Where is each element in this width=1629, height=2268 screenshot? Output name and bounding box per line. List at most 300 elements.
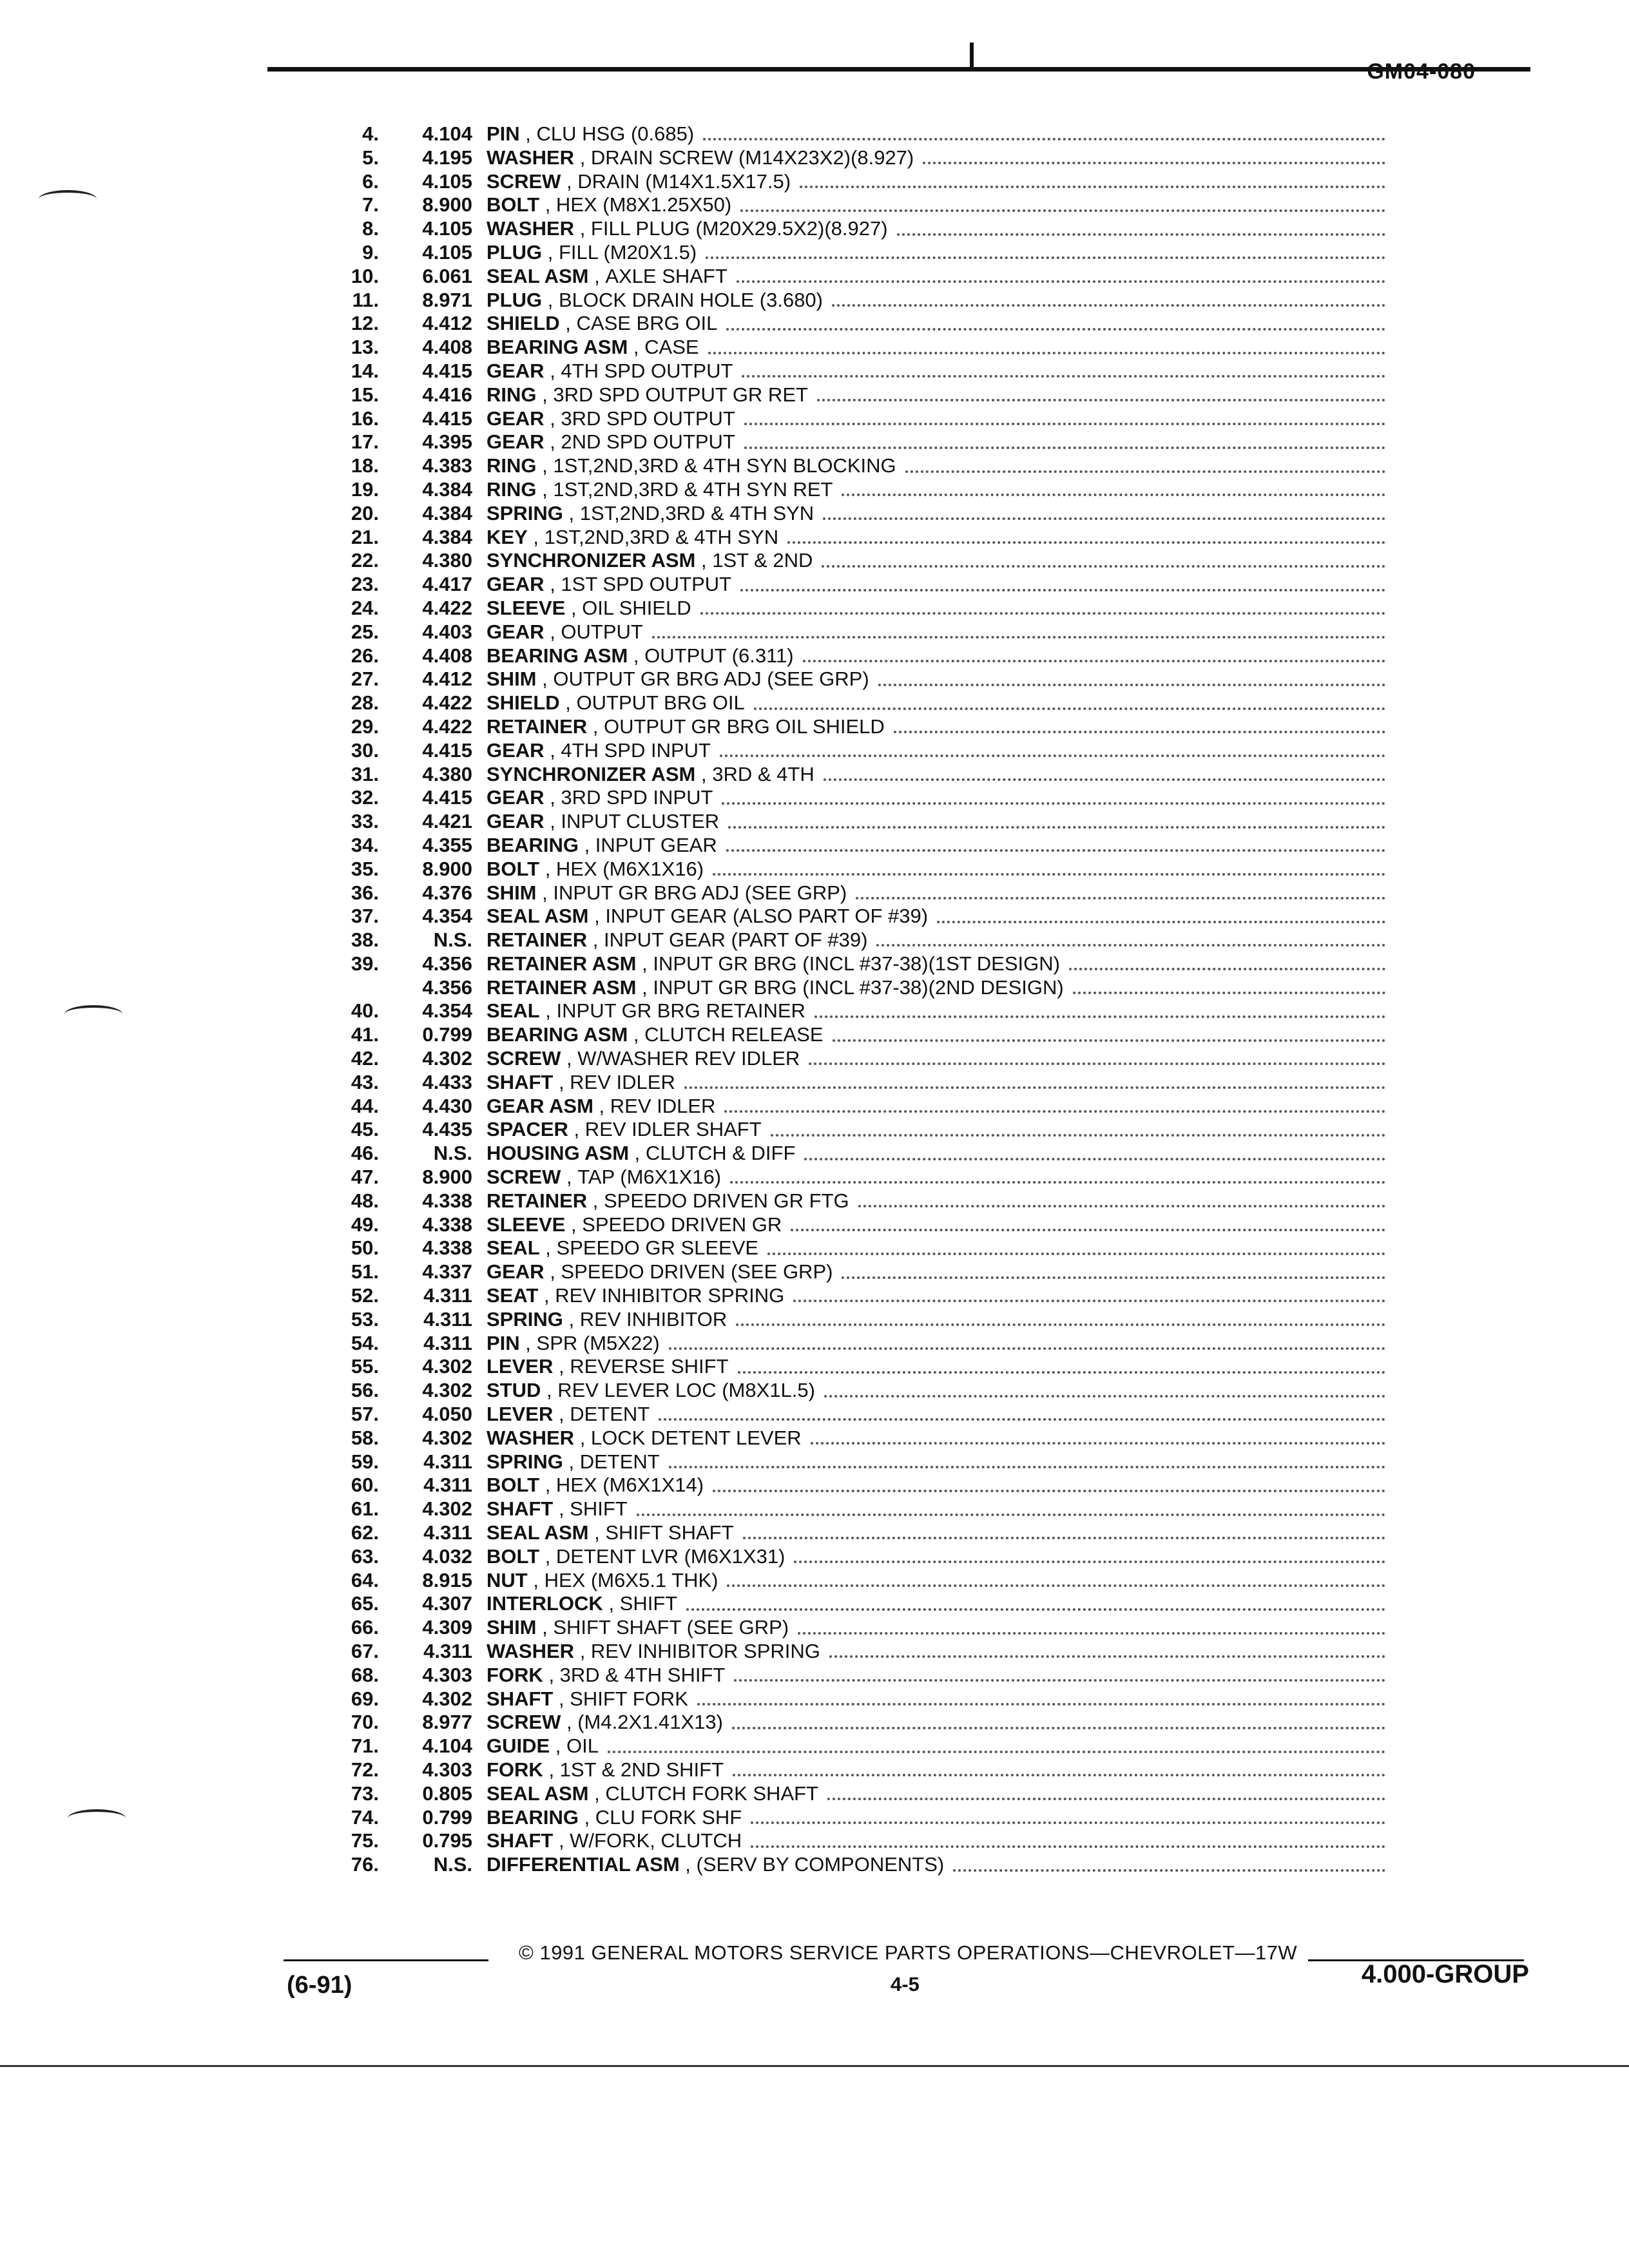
group-number: 0.795 — [422, 1829, 472, 1852]
item-number: 43. — [351, 1070, 379, 1093]
part-description: SPEEDO GR SLEEVE — [556, 1236, 759, 1260]
parts-list-row — [316, 1806, 1385, 1830]
part-description: REVERSE SHIFT — [570, 1355, 729, 1378]
part-description: REV INHIBITOR SPRING — [590, 1640, 820, 1662]
dot-leader — [794, 1561, 1385, 1563]
part-description: OIL SHIELD — [582, 596, 691, 619]
part-description: SHIFT SHAFT (SEE GRP) — [553, 1616, 789, 1639]
item-number: 5. — [362, 146, 379, 169]
parts-list-row — [316, 1403, 1385, 1427]
part-name: RETAINER — [487, 715, 588, 738]
name-separator: , — [553, 1829, 570, 1852]
item-number: 11. — [352, 288, 379, 311]
name-separator: , — [629, 1142, 646, 1165]
name-separator: , — [588, 1521, 606, 1544]
group-number: 4.412 — [422, 312, 472, 335]
part-name: SLEEVE — [487, 596, 566, 619]
parts-list-row — [316, 999, 1385, 1023]
part-description: HEX (M6X1X14) — [555, 1474, 704, 1497]
group-number: 4.302 — [422, 1426, 472, 1449]
parts-list-row — [316, 1664, 1385, 1687]
dot-leader — [734, 1679, 1385, 1682]
part-name: GEAR — [487, 620, 545, 643]
parts-list-row — [316, 1427, 1385, 1450]
part-description: OUTPUT GR BRG ADJ (SEE GRP) — [553, 668, 869, 691]
part-description: SHIFT SHAFT — [605, 1521, 734, 1544]
part-description: CLUTCH FORK SHAFT — [605, 1782, 818, 1805]
item-number: 36. — [351, 881, 379, 904]
part-name: SHIELD — [487, 312, 560, 335]
dot-leader — [700, 612, 1385, 615]
part-name: PIN — [487, 122, 520, 145]
item-number: 26. — [351, 644, 379, 667]
name-separator: , — [538, 1284, 555, 1307]
item-number: 44. — [351, 1094, 379, 1117]
part-name: SHAFT — [487, 1070, 554, 1093]
parts-list-row — [316, 1616, 1385, 1640]
name-separator: , — [636, 952, 653, 975]
footer-rule-left — [284, 1959, 488, 1961]
part-description: HEX (M6X5.1 THK) — [544, 1568, 718, 1591]
item-number: 64. — [351, 1568, 379, 1591]
item-number: 20. — [351, 501, 379, 524]
part-description: 3RD SPD OUTPUT GR RET — [553, 383, 808, 406]
item-number: 29. — [351, 715, 379, 738]
item-number: 53. — [351, 1307, 379, 1331]
part-description: 1ST,2ND,3RD & 4TH SYN — [544, 525, 779, 548]
parts-list-row — [316, 146, 1385, 170]
parts-list-row — [316, 1474, 1385, 1497]
dot-leader — [738, 1371, 1385, 1374]
name-separator: , — [559, 691, 577, 715]
dot-leader — [732, 1727, 1385, 1729]
part-name: FORK — [487, 1663, 543, 1686]
part-description: SPEEDO DRIVEN GR — [582, 1213, 782, 1236]
item-number: 33. — [351, 810, 379, 833]
group-number: 8.900 — [422, 1166, 472, 1189]
item-number: 21. — [351, 525, 379, 548]
part-description: INPUT GEAR (PART OF #39) — [604, 928, 868, 952]
group-number: 4.383 — [422, 454, 472, 477]
part-name: BEARING ASM — [487, 1023, 628, 1046]
part-description: DRAIN SCREW (M14X23X2)(8.927) — [590, 146, 914, 169]
part-description: SHIFT — [619, 1592, 678, 1615]
dot-leader — [637, 1514, 1385, 1516]
name-separator: , — [574, 1640, 591, 1662]
part-name: GEAR — [487, 407, 545, 430]
part-description: 3RD & 4TH — [712, 762, 815, 785]
group-number: 4.337 — [422, 1260, 472, 1283]
part-description: CLUTCH & DIFF — [645, 1142, 796, 1165]
item-number: 28. — [351, 691, 379, 715]
part-description: SPEEDO DRIVEN GR FTG — [604, 1189, 849, 1212]
part-description: 1ST SPD OUTPUT — [561, 573, 732, 596]
part-description: OUTPUT BRG OIL — [576, 691, 745, 715]
dot-leader — [829, 1655, 1385, 1658]
item-number: 50. — [351, 1236, 379, 1260]
group-number: 8.977 — [422, 1711, 472, 1734]
parts-list-row — [316, 1166, 1385, 1189]
part-description: DETENT LVR (M6X1X31) — [555, 1544, 786, 1568]
part-name: SEAL ASM — [487, 1521, 589, 1544]
dot-leader — [724, 1110, 1385, 1113]
name-separator: , — [544, 359, 561, 382]
dot-leader — [856, 897, 1385, 899]
group-number: 8.900 — [422, 193, 472, 216]
dot-leader — [608, 1751, 1385, 1753]
part-description: INPUT GEAR (ALSO PART OF #39) — [605, 905, 929, 928]
group-number: 4.415 — [422, 738, 472, 762]
item-number: 25. — [351, 620, 379, 643]
group-number: 0.805 — [422, 1782, 472, 1805]
group-number: 4.416 — [422, 383, 472, 406]
item-number: 31. — [351, 762, 379, 785]
group-number: 4.422 — [422, 691, 472, 715]
item-number: 41. — [351, 1023, 379, 1046]
part-description: 1ST & 2ND — [712, 549, 813, 572]
dot-leader — [736, 1323, 1385, 1326]
part-name: BOLT — [487, 857, 540, 880]
dot-leader — [800, 186, 1385, 188]
parts-list-row — [316, 360, 1385, 383]
parts-list-row — [316, 407, 1385, 431]
name-separator: , — [536, 1616, 554, 1639]
part-description: SHIFT FORK — [570, 1687, 688, 1710]
name-separator: , — [536, 881, 554, 904]
part-description: W/WASHER REV IDLER — [577, 1047, 800, 1070]
part-name: RING — [487, 383, 537, 406]
part-name: FORK — [487, 1758, 543, 1781]
part-name: GEAR — [487, 1260, 545, 1283]
parts-list-row — [316, 241, 1385, 265]
item-number: 62. — [351, 1521, 379, 1544]
part-name: SYNCHRONIZER ASM — [487, 762, 696, 785]
part-description: 4TH SPD OUTPUT — [561, 359, 733, 382]
part-description: CASE BRG OIL — [576, 312, 718, 335]
dot-leader — [876, 944, 1385, 947]
item-number: 72. — [351, 1758, 379, 1781]
dot-leader — [815, 1015, 1385, 1018]
part-name: BOLT — [487, 1544, 540, 1568]
group-number: 4.338 — [422, 1236, 472, 1260]
name-separator: , — [574, 1426, 591, 1449]
part-description: OUTPUT GR BRG OIL SHIELD — [604, 715, 885, 738]
group-number: 4.311 — [423, 1474, 472, 1497]
part-name: WASHER — [487, 146, 575, 169]
dot-leader — [751, 1845, 1385, 1848]
part-name: SHIM — [487, 668, 537, 691]
dot-leader — [669, 1466, 1385, 1468]
name-separator: , — [536, 477, 554, 501]
dot-leader — [754, 707, 1385, 710]
item-number: 39. — [351, 952, 379, 975]
date-code: (6-91) — [287, 1972, 352, 1999]
parts-list-row — [316, 1047, 1385, 1071]
dot-leader — [740, 209, 1385, 212]
parts-list-row — [316, 668, 1385, 691]
name-separator: , — [544, 1260, 561, 1283]
name-separator: , — [593, 1094, 610, 1117]
part-description: HEX (M8X1.25X50) — [555, 193, 732, 216]
name-separator: , — [536, 454, 554, 477]
parts-list-row — [316, 1236, 1385, 1260]
part-description: OUTPUT (6.311) — [644, 644, 794, 667]
part-name: INTERLOCK — [487, 1592, 603, 1615]
item-number: 45. — [351, 1118, 379, 1141]
group-number: 4.105 — [422, 217, 472, 240]
item-number: 16. — [351, 407, 379, 430]
part-description: INPUT GR BRG (INCL #37-38)(1ST DESIGN) — [653, 952, 1060, 975]
group-number: 4.356 — [422, 975, 472, 999]
parts-list-row — [316, 1521, 1385, 1545]
group-number: 4.435 — [422, 1118, 472, 1141]
part-name: BEARING — [487, 833, 579, 856]
item-number: 32. — [351, 786, 379, 809]
part-name: STUD — [487, 1379, 541, 1402]
dot-leader — [706, 256, 1385, 259]
item-number: 13. — [351, 336, 379, 359]
name-separator: , — [587, 1189, 604, 1212]
item-number: 17. — [351, 430, 379, 454]
parts-list-row — [316, 454, 1385, 478]
dot-leader — [744, 423, 1385, 425]
dot-leader — [832, 304, 1385, 307]
part-name: SHIM — [487, 1616, 537, 1639]
part-description: INPUT GR BRG RETAINER — [556, 999, 805, 1023]
parts-list-row — [316, 763, 1385, 787]
part-description: REV IDLER — [570, 1070, 675, 1093]
part-name: BOLT — [487, 1474, 540, 1497]
document-id: GM04-080 — [1367, 59, 1476, 84]
part-name: GUIDE — [487, 1735, 550, 1758]
item-number: 74. — [351, 1805, 379, 1829]
group-number: 4.303 — [422, 1758, 472, 1781]
dot-leader — [697, 1703, 1385, 1706]
item-number: 7. — [362, 193, 379, 216]
group-number: 0.799 — [422, 1023, 472, 1046]
parts-list-row — [316, 1640, 1385, 1664]
item-number: 65. — [351, 1592, 379, 1615]
page-number: 4-5 — [891, 1973, 920, 1995]
parts-list-row — [316, 976, 1385, 1000]
dot-leader — [740, 589, 1385, 591]
part-description: FILL (M20X1.5) — [558, 240, 697, 264]
group-number: 4.395 — [422, 430, 472, 454]
parts-list-row — [316, 620, 1385, 644]
part-name: PIN — [487, 1331, 520, 1354]
dot-leader — [730, 1181, 1385, 1184]
parts-list-row — [316, 834, 1385, 858]
part-description: INPUT CLUSTER — [561, 810, 720, 833]
name-separator: , — [527, 1568, 545, 1591]
name-separator: , — [553, 1497, 570, 1521]
parts-list-row — [316, 1071, 1385, 1095]
name-separator: , — [628, 336, 645, 359]
part-name: PLUG — [487, 288, 543, 311]
part-name: DIFFERENTIAL ASM — [487, 1853, 680, 1876]
part-name: GEAR ASM — [487, 1094, 593, 1117]
name-separator: , — [541, 1379, 558, 1402]
item-number: 27. — [351, 668, 379, 691]
part-name: SLEEVE — [487, 1213, 566, 1236]
item-number: 73. — [351, 1782, 379, 1805]
part-description: HEX (M6X1X16) — [555, 857, 704, 880]
parts-list-row — [316, 739, 1385, 763]
part-name: SEAL ASM — [487, 905, 589, 928]
item-number: 69. — [351, 1687, 379, 1710]
part-name: SHIM — [487, 881, 537, 904]
name-separator: , — [578, 833, 595, 856]
dot-leader — [824, 1395, 1385, 1398]
dot-leader — [743, 1537, 1385, 1539]
dot-leader — [722, 802, 1385, 805]
group-number: 4.412 — [422, 668, 472, 691]
part-name: SPRING — [487, 1307, 563, 1331]
part-description: 1ST,2ND,3RD & 4TH SYN BLOCKING — [553, 454, 896, 477]
parts-list-row — [316, 1142, 1385, 1166]
group-number: 4.311 — [423, 1450, 472, 1473]
part-description: DETENT — [570, 1403, 650, 1426]
group-number: 4.338 — [422, 1189, 472, 1212]
part-name: SEAT — [487, 1284, 539, 1307]
name-separator: , — [543, 1758, 560, 1781]
parts-list-row — [316, 1782, 1385, 1806]
group-number: 8.915 — [422, 1568, 472, 1591]
item-number: 9. — [362, 240, 379, 264]
name-separator: , — [539, 1544, 556, 1568]
group-number: 4.380 — [422, 762, 472, 785]
part-description: (SERV BY COMPONENTS) — [696, 1853, 945, 1876]
parts-list-row — [316, 1023, 1385, 1047]
item-number: 14. — [351, 359, 379, 382]
item-number: 60. — [351, 1474, 379, 1497]
dot-leader — [727, 1584, 1385, 1587]
part-description: CLU HSG (0.685) — [536, 122, 695, 145]
part-name: RETAINER — [487, 1189, 588, 1212]
item-number: 34. — [351, 833, 379, 856]
part-name: SYNCHRONIZER ASM — [487, 549, 696, 572]
parts-list-row — [316, 289, 1385, 312]
part-description: REV IDLER SHAFT — [584, 1118, 762, 1141]
item-number: 70. — [351, 1711, 379, 1734]
parts-list-row — [316, 1853, 1385, 1877]
group-number: N.S. — [433, 1142, 472, 1165]
parts-list-row — [316, 383, 1385, 407]
item-number: 58. — [351, 1426, 379, 1449]
parts-list-row — [316, 1497, 1385, 1521]
name-separator: , — [561, 1047, 578, 1070]
dot-leader — [652, 636, 1385, 639]
dot-leader — [923, 162, 1385, 164]
name-separator: , — [553, 1070, 570, 1093]
parts-list-row — [316, 644, 1385, 668]
dot-leader — [686, 1608, 1385, 1611]
part-name: SHAFT — [487, 1687, 554, 1710]
part-name: SEAL ASM — [487, 264, 589, 287]
parts-list-row — [316, 526, 1385, 550]
item-number: 22. — [351, 549, 379, 572]
dot-leader — [703, 138, 1385, 140]
dot-leader — [833, 1039, 1385, 1042]
part-description: OIL — [566, 1735, 599, 1758]
group-number: 4.311 — [423, 1331, 472, 1354]
name-separator: , — [563, 501, 580, 524]
group-number: 4.354 — [422, 905, 472, 928]
item-number: 54. — [351, 1331, 379, 1354]
part-name: GEAR — [487, 786, 545, 809]
item-number: 35. — [351, 857, 379, 880]
dot-leader — [822, 565, 1385, 568]
item-number: 24. — [351, 596, 379, 619]
part-name: SPACER — [487, 1118, 568, 1141]
name-separator: , — [539, 999, 557, 1023]
dot-leader — [669, 1347, 1385, 1350]
parts-list-row — [316, 1118, 1385, 1142]
dot-leader — [809, 1062, 1385, 1065]
parts-list-row — [316, 952, 1385, 976]
parts-list-row — [316, 549, 1385, 573]
dot-leader — [728, 826, 1385, 829]
dot-leader — [713, 873, 1385, 876]
item-number: 12. — [351, 312, 379, 335]
item-number: 57. — [351, 1403, 379, 1426]
group-number: 4.338 — [422, 1213, 472, 1236]
name-separator: , — [544, 810, 561, 833]
name-separator: , — [563, 1450, 580, 1473]
item-number: 8. — [362, 217, 379, 240]
dot-leader — [842, 1276, 1385, 1279]
parts-list-row — [316, 217, 1385, 241]
part-name: GEAR — [487, 359, 545, 382]
part-name: SHAFT — [487, 1497, 554, 1521]
part-description: CLUTCH RELEASE — [644, 1023, 824, 1046]
name-separator: , — [628, 1023, 645, 1046]
name-separator: , — [587, 715, 604, 738]
part-description: BLOCK DRAIN HOLE (3.680) — [558, 288, 823, 311]
name-separator: , — [578, 1805, 595, 1829]
group-number: 4.311 — [423, 1521, 472, 1544]
parts-list-row — [316, 1592, 1385, 1616]
binder-hole-mark — [68, 1809, 126, 1827]
part-description: DRAIN (M14X1.5X17.5) — [577, 169, 791, 193]
part-description: SHIFT — [570, 1497, 628, 1521]
parts-list-row — [316, 597, 1385, 620]
dot-leader — [1069, 968, 1385, 970]
parts-list-row — [316, 1308, 1385, 1332]
part-description: INPUT GR BRG (INCL #37-38)(2ND DESIGN) — [653, 975, 1064, 999]
dot-leader — [713, 1490, 1385, 1492]
item-number: 30. — [351, 738, 379, 762]
name-separator: , — [543, 1663, 560, 1686]
name-separator: , — [588, 1782, 606, 1805]
dot-leader — [742, 375, 1385, 378]
part-name: WASHER — [487, 1426, 575, 1449]
group-number: N.S. — [433, 928, 472, 952]
part-name: GEAR — [487, 573, 545, 596]
group-number: 4.032 — [422, 1544, 472, 1568]
name-separator: , — [561, 169, 578, 193]
group-number: 4.430 — [422, 1094, 472, 1117]
group-number: 4.302 — [422, 1355, 472, 1378]
name-separator: , — [544, 620, 561, 643]
dot-leader — [858, 1205, 1385, 1207]
part-name: SEAL — [487, 999, 540, 1023]
group-number: 8.971 — [422, 288, 472, 311]
dot-leader — [827, 1798, 1385, 1800]
group-number: 4.354 — [422, 999, 472, 1023]
name-separator: , — [544, 430, 561, 454]
dot-leader — [894, 731, 1385, 733]
